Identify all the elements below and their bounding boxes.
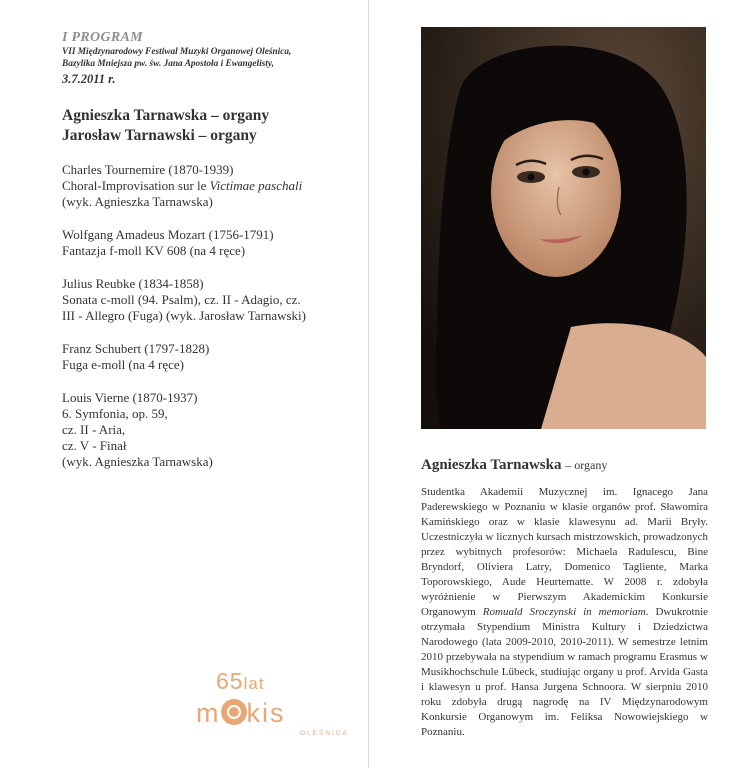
piece-composer: Charles Tournemire (1870-1939): [62, 162, 234, 177]
logo-anniversary-word: lat: [243, 674, 265, 693]
fold-line: [368, 0, 369, 768]
logo-anniversary-number: 65: [216, 668, 244, 694]
logo-circle-icon: [221, 699, 247, 725]
piece-mozart: [62, 227, 362, 259]
program-title: I PROGRAM: [62, 30, 143, 45]
piece-tournemire: [62, 162, 362, 210]
logo-city: OLEŚNICA: [300, 730, 349, 737]
logo-anniversary: [216, 668, 265, 695]
bio-role: – organy: [565, 458, 608, 472]
portrait-photo: [421, 27, 706, 429]
piece-note: (wyk. Agnieszka Tarnawska): [62, 454, 213, 469]
festival-line-1: VII Międzynarodowy Festiwal Muzyki Organowej Oleśnica,: [62, 47, 292, 57]
logo-brand-part-2: kis: [246, 698, 286, 728]
concert-date: 3.7.2011 r.: [62, 72, 116, 86]
piece-schubert: [62, 341, 362, 373]
bio-name: Agnieszka Tarnawska: [421, 457, 562, 473]
performer-1: Agnieszka Tarnawska – organy: [62, 107, 270, 124]
bio-text-italic: Romuald Sroczynski in memoriam: [482, 606, 646, 618]
logo-brand: [196, 698, 286, 729]
festival-line-2: Bazylika Mniejsza pw. św. Jana Apostoła i Ewangelisty,: [62, 58, 274, 69]
piece-composer: Julius Reubke (1834-1858): [62, 276, 204, 291]
piece-title: Fuga e-moll (na 4 ręce): [62, 357, 185, 372]
piece-movement-2: cz. V - Finał: [62, 438, 127, 453]
bio-heading: [421, 455, 708, 475]
piece-title-italic: Victimae paschali: [209, 178, 303, 193]
bio-section: [421, 455, 708, 740]
performers-list: [62, 106, 362, 146]
performer-2: Jarosław Tarnawski – organy: [62, 127, 257, 144]
piece-composer: Wolfgang Amadeus Mozart (1756-1791): [62, 227, 274, 242]
piece-composer: Franz Schubert (1797-1828): [62, 341, 210, 356]
bio-text: [421, 485, 708, 740]
piece-title-cont: III - Allegro (Fuga) (wyk. Jarosław Tarnawski): [62, 308, 306, 323]
piece-note: (wyk. Agnieszka Tarnawska): [62, 194, 213, 209]
mokis-logo: [196, 668, 361, 748]
logo-brand-part-1: m: [196, 698, 221, 728]
piece-movement-1: cz. II - Aria,: [62, 422, 126, 437]
piece-title: 6. Symfonia, op. 59,: [62, 406, 168, 421]
piece-title: [62, 178, 362, 194]
piece-reubke: [62, 276, 362, 324]
piece-title: Fantazja f-moll KV 608 (na 4 ręce): [62, 243, 246, 258]
piece-title-prefix: Choral-Improvisation sur le: [62, 178, 210, 193]
portrait-illustration: [421, 27, 706, 429]
bio-text-part-1: Studentka Akademii Muzycznej im. Ignacego Jana Paderewskiego w Poznaniu w klasie organów prof. Sławomira Kamińskiego oraz w klasie klawesynu ad. Marii Bryły. Uczestniczyła w licznych kursach mistrzowskich, prowadzonych przez wybitnych profesorów: Michaela Radulescu, Bine Bryndorf, Oliviera Latry, Domenico Tagliente, Marka Toporowskiego, Aude Heurtematte. W 2008 r. zdobyła wyróżnienie w Pierwszym Akademickim Konkursie Organowym: [421, 486, 708, 618]
pieces-list: [62, 162, 362, 470]
piece-composer: Louis Vierne (1870-1937): [62, 390, 198, 405]
piece-title: Sonata c-moll (94. Psalm), cz. II - Adagio, cz.: [62, 292, 301, 307]
program-panel: [62, 30, 362, 487]
bio-text-part-2: . Dwukrotnie otrzymała Stypendium Ministra Kultury i Dziedzictwa Narodowego (lata 2009-2010, 2010-2011). W semestrze letnim 2010 przebywała na stypendium w ramach programu Erasmus w Musikhochschule Lübeck, studiując organy u prof. Arvida Gasta i klawesyn u prof. Hansa Jurgena Schnoora. W sierpniu 2010 roku zdobyła drugą nagrodę na IV Międzynarodowym Konkursie Organowym im. Feliksa Nowowiejskiego w Poznaniu.: [421, 606, 709, 738]
piece-vierne: [62, 390, 362, 470]
